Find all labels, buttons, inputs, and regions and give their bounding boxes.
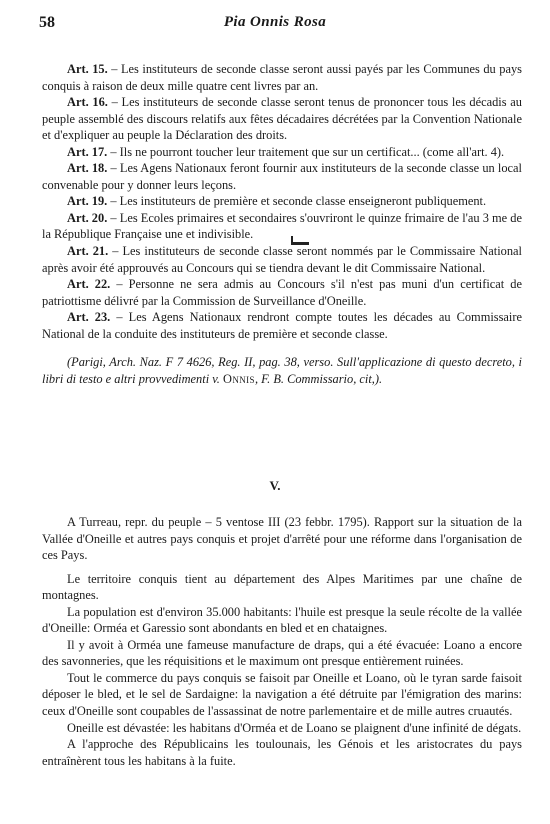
report-paragraph: Le territoire conquis tient au département des Alpes Maritimes par une chaîne de montagnes. xyxy=(42,571,522,603)
article-15: Art. 15. – Les instituteurs de seconde classe seront aussi payés par les Communes du pays conquis à raison de deux mille quatre cent livres par an. xyxy=(42,62,522,93)
page-number: 58 xyxy=(39,14,55,31)
report-paragraph: A l'approche des Républicains les toulounais, les Génois et les aristocrates du pays entraînèrent tous les habitans à la fuite. xyxy=(42,737,522,768)
report-paragraph: Il y avoit à Orméa une fameuse manufacture de draps, qui a été évacuée: Loano a encore des savonneries, que les réquisitions et le maximum ont presque entièrement ruinées. xyxy=(42,637,522,669)
citation-author: Onnis xyxy=(223,371,255,386)
report-paragraph: Oneille est dévastée: les habitans d'Orméa et de Loano se plaignent d'une infinité de dégats. xyxy=(67,720,522,735)
report-block xyxy=(42,514,522,769)
article-16: Art. 16. – Les instituteurs de seconde classe seront tenus de prononcer tous les décadis au peuple assemblé des discours relatifs aux fêtes décadaires décrétées par la Convention Nationale et d'expliquer au peuple la Déclaration des droits. xyxy=(42,95,522,143)
report-intro: A Turreau, repr. du peuple – 5 ventose III (23 febbr. 1795). Rapport sur la situation de la Vallée d'Oneille et autres pays conquis et projet d'arrêté pour une réforme dans l'organisation de ces Pays. xyxy=(42,515,522,563)
article-17: Art. 17. – Ils ne pourront toucher leur traitement que sur un certificat... (come all'art. 4). xyxy=(67,144,505,159)
section-number: V. xyxy=(269,478,281,493)
articles-block xyxy=(42,61,522,387)
page-header xyxy=(0,14,550,36)
running-title: Pia Onnis Rosa xyxy=(223,14,327,30)
report-paragraph: La population est d'environ 35.000 habitants: l'huile est presque la seule récolte de la vallée d'Oneille: Orméa et Garessio sont abondants en bled et en chataignes. xyxy=(42,604,522,636)
print-mark xyxy=(291,236,309,245)
article-18: Art. 18. – Les Agens Nationaux feront fournir aux instituteurs de la seconde classe un local convenable pour y donner leurs leçons. xyxy=(42,161,522,192)
report-paragraph: Tout le commerce du pays conquis se faisoit par Oneille et Loano, où le tyran sarde faisoit déposer le bled, et le sel de Sardaigne: la navigation a été détruite par l'émigration des marins: ceux d'Oneille sont coupables de l'assassinat de notre parlementaire et de mille autres cruautés. xyxy=(42,670,522,719)
article-21: Art. 21. – Les instituteurs de seconde classe seront nommés par le Commissaire National après avoir été approuvés au Concours qui se tiendra devant le dit Commissaire National. xyxy=(42,244,522,275)
article-23: Art. 23. – Les Agens Nationaux rendront compte toutes les décades au Commissaire National de la conduite des instituteurs de première et seconde classe. xyxy=(42,310,522,341)
article-19: Art. 19. – Les instituteurs de première et seconde classe enseigneront publiquement. xyxy=(67,194,487,209)
article-22: Art. 22. – Personne ne sera admis au Concours s'il n'est pas muni d'un certificat de patriottisme délivré par la Commission de Surveillance d'Oneille. xyxy=(42,277,522,308)
article-20: Art. 20. – Les Ecoles primaires et secondaires s'ouvriront le quinze frimaire de l'au 3 me de la République Française une et indivisible. xyxy=(42,210,522,242)
archive-citation: (Parigi, Arch. Naz. F 7 4626, Reg. II, pag. 38, verso. Sull'applicazione di questo decreto, i libri di testo e altri provvedimenti v. Onnis, F. B. Commissario, cit,). xyxy=(42,355,522,386)
